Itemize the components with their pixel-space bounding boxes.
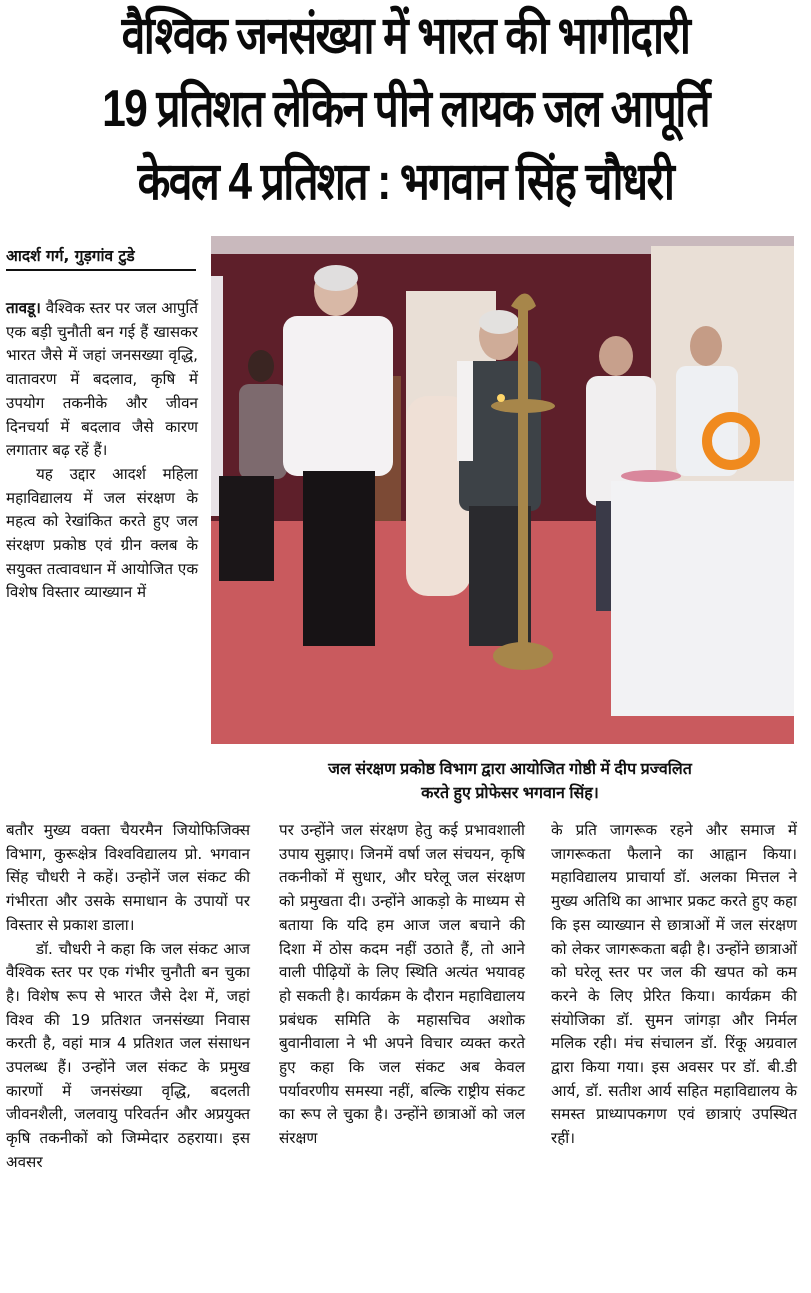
caption-line-1: जल संरक्षण प्रकोष्ठ विभाग द्वारा आयोजित गोष्ठी में दीप प्रज्वलित bbox=[328, 761, 692, 778]
paragraph-2: यह उद्दार आदर्श महिला महाविद्यालय में जल संरक्षण के महत्व को रेखांकित करते हुए जल संरक्षण प्रकोष्ठ एवं ग्रीन क्लब के सयुक्त तत्वावधान में आयोजित एक विशेष विस्तार व्याख्यान में bbox=[6, 464, 198, 602]
paragraph-1: वैश्विक स्तर पर जल आपुर्ति एक बड़ी चुनौती बन गई हैं खासकर भारत जैसे में जहां जनसख्या वृद्धि, वातावरण में बदलाव, कृषि में उपयोग तकनीके और जीवन दिनचर्या में बदलाव जैसे कारण लगातार बढ़ रहें हैं। bbox=[6, 299, 198, 460]
person-woman-top bbox=[239, 384, 287, 479]
photo-illustration bbox=[211, 236, 794, 744]
person-4-head bbox=[690, 326, 722, 366]
event-photo bbox=[211, 236, 794, 744]
lamp-base bbox=[493, 642, 553, 670]
column-3-text: के प्रति जागरूक रहने और समाज में जागरूकता फैलाने का आह्वान किया। महाविद्यालय प्राचार्या डॉ. अलका मित्तल ने मुख्य अतिथि का आभार प्रकट करते हुए कहा कि इस व्याख्यान से छात्राओं में जल संरक्षण को लेकर जागरूकता बढ़ी है। उन्होंने छात्राओं को घरेलू स्तर पर जल की खपत को कम करने के लिए प्रेरित किया। कार्यक्रम की संयोजिका डॉ. सुमन जांगड़ा और निर्मल मलिक रही। मंच संचालन डॉ. रिंकू अग्रवाल द्वारा किया गया। इस अवसर पर डॉ. बी.डी आर्य, डॉ. सतीश आर्य सहित महाविद्यालय के समस्त प्राध्यापकगण एवं छात्राएं उपस्थित रहीं। bbox=[551, 821, 797, 1148]
lamp-stem bbox=[518, 306, 528, 666]
lamp-flame bbox=[497, 394, 505, 402]
photo-caption bbox=[230, 758, 790, 806]
table-cloth bbox=[611, 481, 794, 716]
dateline: तावडू। bbox=[6, 299, 41, 317]
headline bbox=[0, 0, 811, 219]
person-woman-head bbox=[248, 350, 274, 382]
person-3-head bbox=[599, 336, 633, 376]
headline-line-3: केवल 4 प्रतिशत : भगवान सिंह चौधरी bbox=[137, 153, 674, 211]
person-1-trousers bbox=[303, 471, 375, 646]
column-2 bbox=[279, 819, 525, 1151]
paragraph-3: डॉ. चौधरी ने कहा कि जल संकट आज वैश्विक स्तर पर एक गंभीर चुनौती बन चुका है। विशेष रूप से भारत जैसे देश में, जहां विश्व की 19 प्रतिशत जनसंख्या निवास करती है, वहां मात्र 4 प्रतिशत जल संसाधन उपलब्ध हैं। उन्होंने जल संकट के प्रमुख कारणों में जनसंख्या वृद्धि, बदलती जीवनशैली, जलवायु परिवर्तन और अप्रयुक्त कृषि तकनीकों को जिम्मेदार ठहराया। इस अवसर bbox=[6, 939, 250, 1171]
column-3 bbox=[551, 819, 797, 1151]
column-2-text: पर उन्होंने जल संरक्षण हेतु कई प्रभावशाली उपाय सुझाए। जिनमें वर्षा जल संचयन, कृषि तकनीकों में सुधार, और घरेलू जल संरक्षण को प्रमुखता दी। उन्होंने आकड़ो के माध्यम से बताया कि यदि हम आज जल बचाने की दिशा में ठोस कदम नहीं उठाते हैं, तो आने वाली पीढ़ियों के लिए स्थिति अत्यंत भयावह हो सकती है। कार्यक्रम के दौरान महाविद्यालय प्रबंधक समिति के महासचिव अशोक बुवानीवाला ने भी अपने विचार व्यक्त करते हुए कहा कि जल संकट अब केवल पर्यावरणीय समस्या नहीं, बल्कि राष्ट्रीय संकट का रूप ले चुका है। उन्होंने छात्राओं को जल संरक्षण bbox=[279, 821, 525, 1148]
headline-line-2: 19 प्रतिशत लेकिन पीने लायक जल आपूर्ति bbox=[102, 80, 709, 138]
headline-line-1: वैश्विक जनसंख्या में भारत की भागीदारी bbox=[121, 7, 690, 65]
column-1-bottom bbox=[6, 819, 250, 1175]
flower-petals bbox=[621, 470, 681, 482]
person-1-shirt bbox=[283, 316, 393, 476]
person-woman-legs bbox=[219, 476, 274, 581]
caption-line-2: करते हुए प्रोफेसर भगवान सिंह। bbox=[421, 785, 599, 802]
column-1-top bbox=[6, 297, 198, 605]
paragraph-2-continued: बतौर मुख्य वक्ता चैयरमैन जियोफिजिक्स विभाग, कुरूक्षेत्र विश्वविद्यालय प्रो. भगवान सिंह चौधरी ने कहें। उन्होनें जल संकट की गंभीरता और उसके समाधान के उपायों पर विस्तार से प्रकाश डाला। bbox=[6, 821, 250, 934]
byline: आदर्श गर्ग, गुड़गांव टुडे bbox=[6, 244, 196, 271]
